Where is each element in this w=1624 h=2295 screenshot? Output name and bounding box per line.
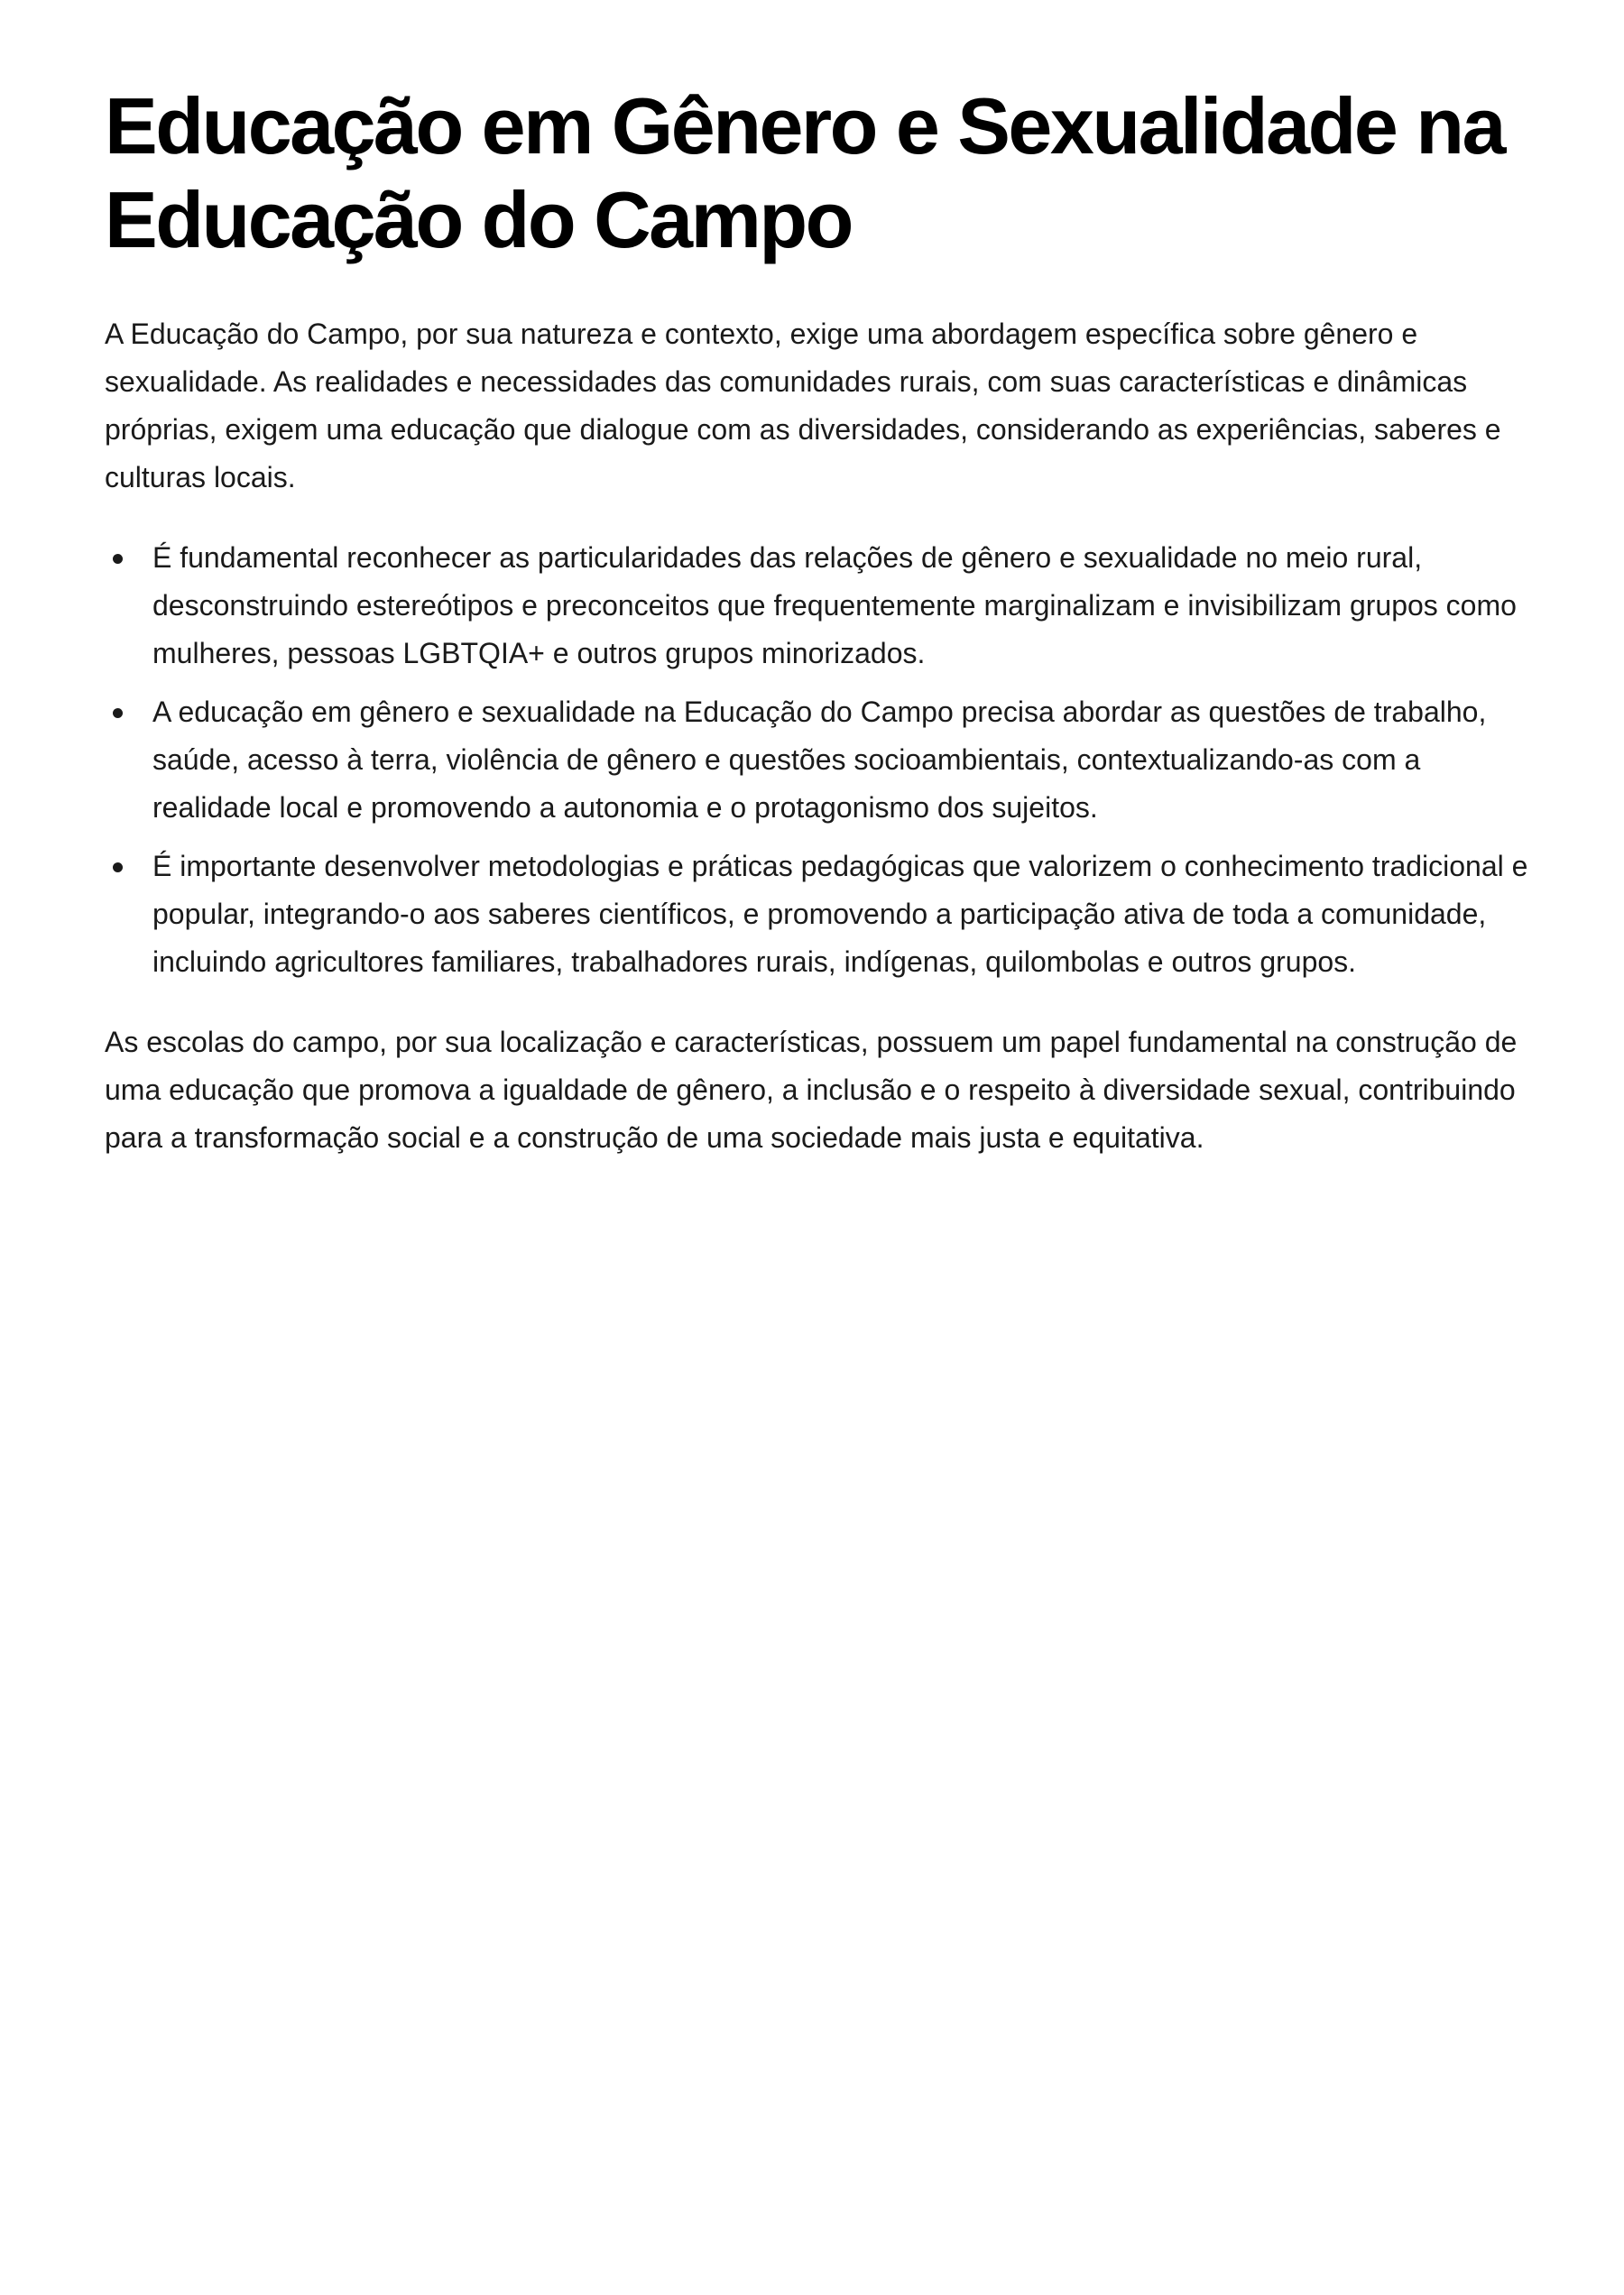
- list-item-text: A educação em gênero e sexualidade na Educação do Campo precisa abordar as questões de trabalho, saúde, acesso à terra, violência de gênero e questões socioambientais, contextualizando-as com a realidade local e promovendo a autonomia e o protagonismo dos sujeitos.: [152, 696, 1487, 824]
- list-item: [105, 688, 1530, 832]
- bullet-icon: [113, 708, 123, 718]
- list-item: [105, 534, 1530, 677]
- list-item-text: É importante desenvolver metodologias e práticas pedagógicas que valorizem o conhecimento tradicional e popular, integrando-o aos saberes científicos, e promovendo a participação ativa de toda a comunidade, incluindo agricultores familiares, trabalhadores rurais, indígenas, quilombolas e outros grupos.: [152, 850, 1528, 978]
- list-item-text: É fundamental reconhecer as particularidades das relações de gênero e sexualidade no meio rural, desconstruindo estereótipos e preconceitos que frequentemente marginalizam e invisibilizam grupos como mulheres, pessoas LGBTQIA+ e outros grupos minorizados.: [152, 541, 1517, 669]
- document-page: [105, 79, 1530, 1162]
- closing-paragraph: As escolas do campo, por sua localização e características, possuem um papel fundamental na construção de uma educação que promova a igualdade de gênero, a inclusão e o respeito à diversidade sexual, contribuindo para a transformação social e a construção de uma sociedade mais justa e equitativa.: [105, 1026, 1518, 1154]
- bullet-icon: [113, 862, 123, 872]
- intro-paragraph: A Educação do Campo, por sua natureza e contexto, exige uma abordagem específica sobre gênero e sexualidade. As realidades e necessidades das comunidades rurais, com suas características e dinâmicas próprias, exigem uma educação que dialogue com as diversidades, considerando as experiências, saberes e culturas locais.: [105, 318, 1501, 493]
- bullet-icon: [113, 554, 123, 564]
- bullet-list: [105, 534, 1530, 986]
- list-item: [105, 843, 1530, 986]
- page-title: Educação em Gênero e Sexualidade na Educação do Campo: [105, 81, 1504, 264]
